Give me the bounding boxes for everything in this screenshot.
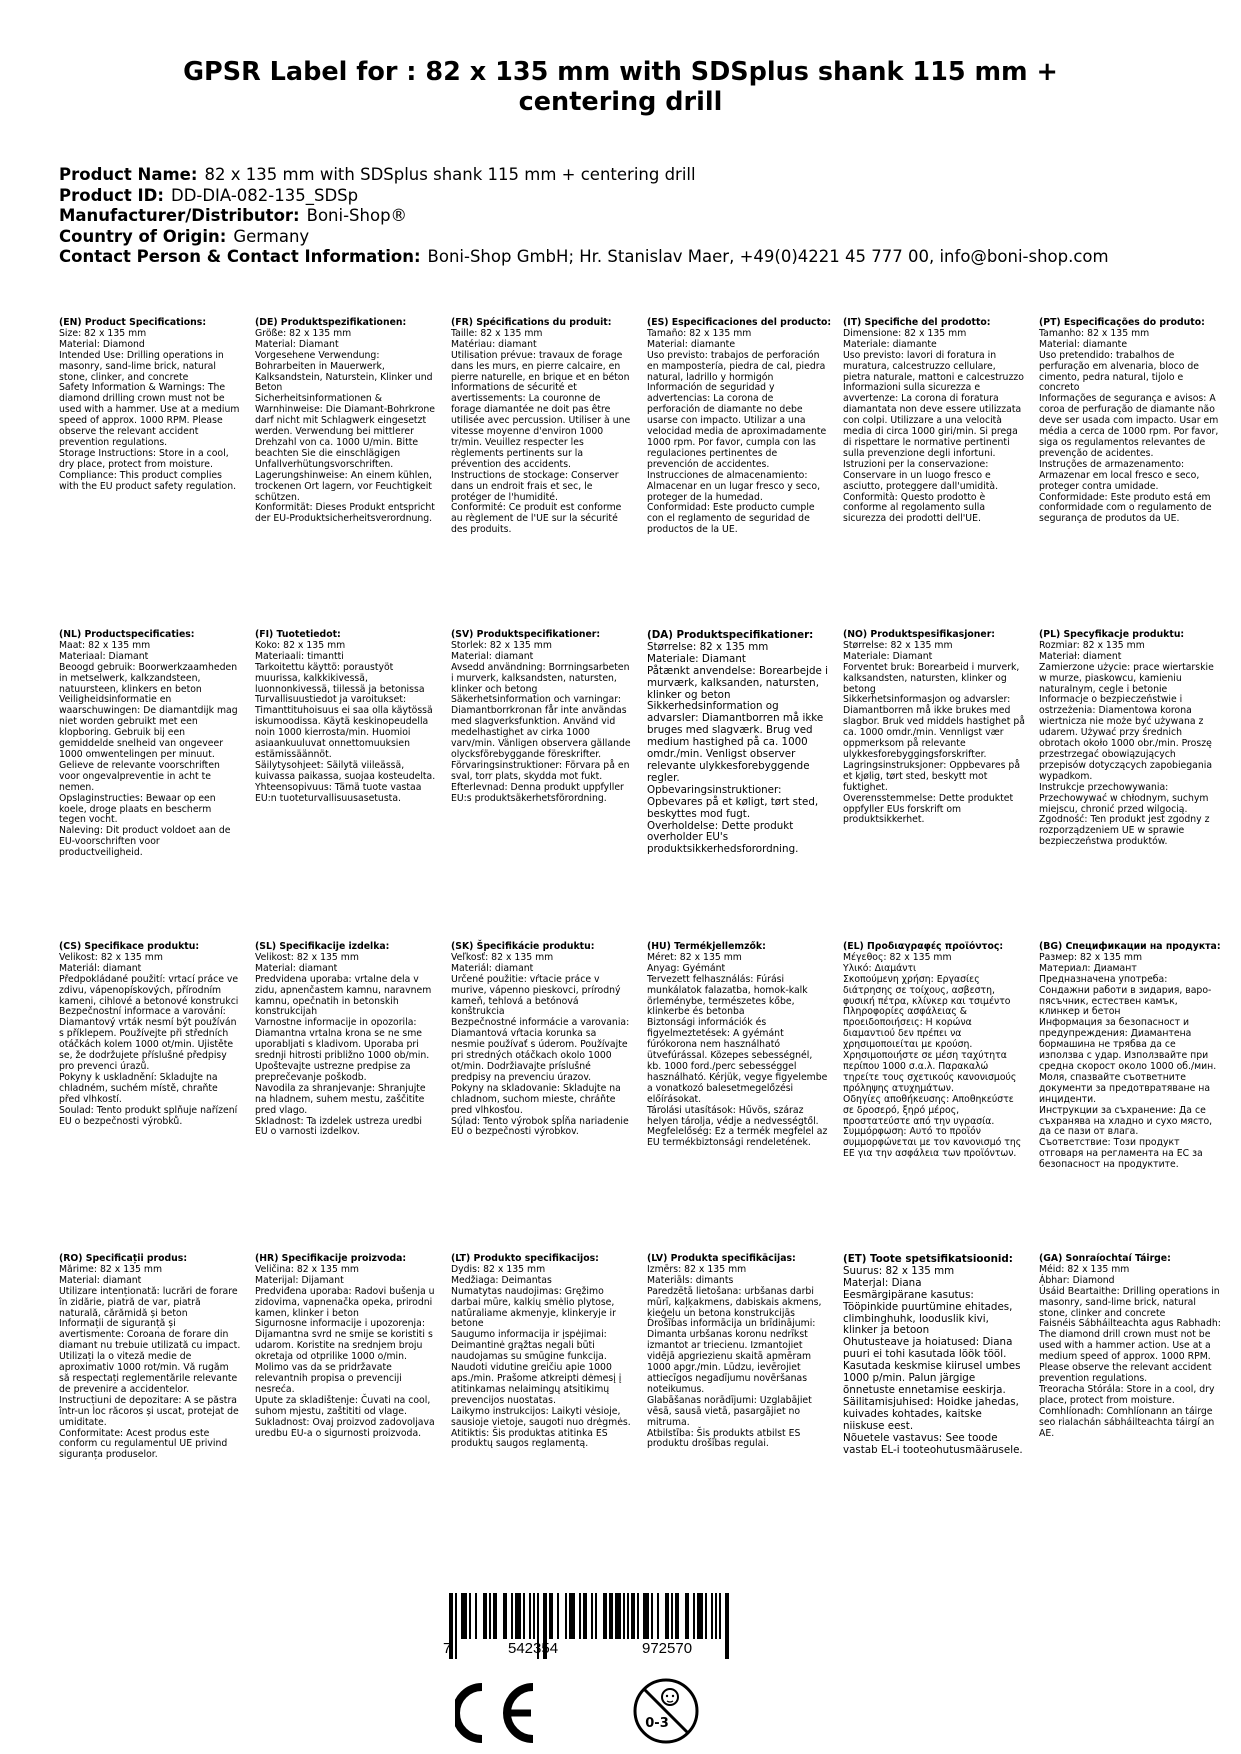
spec-block: [59, 942, 241, 1127]
spec-line: Izmērs: 82 x 135 mm: [647, 1263, 747, 1275]
spec-line: Storlek: 82 x 135 mm: [451, 639, 552, 651]
spec-line: Overholdelse: Dette produkt overholder EU's produktsikkerhedsforordning.: [647, 819, 799, 856]
spec-heading: (DA) Produktspecifikationer:: [647, 629, 814, 641]
spec-line: Ábhar: Diamond: [1039, 1274, 1115, 1286]
spec-block: [843, 630, 1025, 826]
spec-line: Инструкции за съхранение: Да се съхранява на хладно и сухо място, да се пази от влага.: [1039, 1104, 1213, 1138]
spec-line: Størrelse: 82 x 135 mm: [647, 640, 769, 653]
spec-line: Veličina: 82 x 135 mm: [255, 1263, 359, 1275]
spec-line: Turvallisuustiedot ja varoitukset: Timanttituhoisuus ei saa olla käytössä iskumoodissa. Käytä keskinopeudella noin 1000 kierrosta/min. Huomioi asiaankuuluvat onnettomuuksien estämissäännöt.: [255, 694, 433, 760]
spec-line: Storage Instructions: Store in a cool, dry place, protect from moisture.: [59, 447, 229, 470]
spec-line: Predviđena uporaba: Radovi bušenja u zidovima, vapnenačka opeka, prirodni kamen, klinker i beton: [255, 1285, 435, 1319]
spec-line: Tamanho: 82 x 135 mm: [1039, 327, 1150, 339]
info-value: Boni-Shop®: [306, 206, 408, 225]
spec-line: Materiał: diament: [1039, 650, 1122, 662]
spec-line: Suurus: 82 x 135 mm: [843, 1264, 955, 1277]
info-label: Country of Origin:: [59, 226, 227, 246]
spec-line: Materiāls: dimants: [647, 1274, 734, 1286]
spec-line: Vorgesehene Verwendung: Bohrarbeiten in Mauerwerk, Kalksandstein, Naturstein, Klinker und Beton: [255, 349, 433, 394]
spec-line: Materiál: diamant: [451, 962, 534, 974]
spec-line: Informacje o bezpieczeństwie i ostrzeżenia: Diamentowa korona wiertnicza nie może być używana z udarem. Używać przy średnich obrotach około 1000 obr./min. Proszę przestrzegać obowiązujących przepisów dotyczących zapobiegania wypadkom.: [1039, 694, 1213, 782]
spec-line: Förvaringsinstruktioner: Förvara på en sval, torr plats, skydda mot fukt.: [451, 759, 630, 782]
spec-line: Uso previsto: lavori di foratura in muratura, calcestruzzo cellulare, pietra naturale, mattoni e calcestruzzo: [843, 349, 1024, 383]
info-value: DD-DIA-082-135_SDSp: [170, 185, 359, 205]
barcode-first-digit: 7: [443, 1640, 452, 1657]
spec-line: Atitiktis: Šis produktas atitinka ES produktų saugos reglamentą.: [451, 1427, 608, 1450]
info-value: Germany: [233, 226, 310, 246]
spec-block: [59, 318, 241, 493]
spec-line: Uso previsto: trabajos de perforación en mampostería, piedra de cal, piedra natural, ladrillo y hormigón: [647, 349, 826, 383]
spec-line: Informations de sécurité et avertissements: La couronne de forage diamantée ne doit pas être utilisée avec percussion. Utiliser à une vitesse moyenne d'environ 1000 tr/min. Veuillez respecter les règlements pertinents sur la prévention des accidents.: [451, 382, 631, 470]
spec-line: Säilytysohjeet: Säilytä viileässä, kuivassa paikassa, suojaa kosteudelta.: [255, 759, 436, 782]
spec-line: Forventet bruk: Borearbeid i murverk, kalksandsten, natursten, klinker og betong: [843, 661, 1020, 695]
info-value: 82 x 135 mm with SDSplus shank 115 mm + centering drill: [204, 165, 696, 184]
spec-heading: (SL) Specifikacije izdelka:: [255, 941, 390, 952]
spec-line: Velikost: 82 x 135 mm: [59, 951, 163, 963]
spec-heading: (NL) Productspecificaties:: [59, 629, 195, 640]
spec-line: Säilitamisjuhised: Hoidke jahedas, kuivades kohtades, kaitske niiskuse eest.: [843, 1395, 1019, 1432]
info-label: Contact Person & Contact Information:: [59, 247, 421, 266]
spec-heading: (BG) Спецификации на продукта:: [1039, 941, 1221, 952]
spec-line: Sigurnosne informacije i upozorenja: Dijamantna svrd ne smije se koristiti s udarom. Koristite na srednjem broju okretaja od otprilike 1000 o/min. Molimo vas da se pridržavate relevantnih propisa o prevenciji nesreća.: [255, 1318, 433, 1395]
spec-block: [1039, 318, 1221, 525]
spec-heading: (IT) Specifiche del prodotto:: [843, 317, 991, 328]
spec-line: Navodila za shranjevanje: Shranjujte na hladnem, suhem mestu, zaščitite pred vlago.: [255, 1082, 426, 1116]
spec-line: Nõuetele vastavus: See toode vastab EL-i tooteohutusmäärusele.: [843, 1431, 1023, 1456]
spec-line: Größe: 82 x 135 mm: [255, 327, 352, 339]
spec-line: Materiale: Diamant: [843, 650, 933, 662]
info-value: Boni-Shop GmbH; Hr. Stanislav Maer, +49(0)4221 45 777 00, info@boni-shop.com: [427, 247, 1109, 266]
ce-mark-icon: [455, 1683, 541, 1743]
spec-line: Bezpečnostné informácie a varovania: Diamantová vŕtacia korunka sa nesmie používať s úderom. Používajte pri stredných otáčkach okolo 1000 ot/min. Dodržiavajte príslušné predpisy na prevenciu úrazov.: [451, 1017, 630, 1083]
spec-line: Lagringsinstruksjoner: Oppbevares på et kjølig, tørt sted, beskytt mot fuktighet.: [843, 759, 1021, 793]
spec-line: Οδηγίες αποθήκευσης: Αποθηκεύστε σε δροσερό, ξηρό μέρος, προστατεύστε από την υγρασία.: [843, 1093, 1014, 1127]
specifications-grid: [59, 0, 1239, 1560]
spec-line: Conformité: Ce produit est conforme au règlement de l'UE sur la sécurité des produits.: [451, 502, 622, 536]
spec-line: Instrukcje przechowywania: Przechowywać w chłodnym, suchym miejscu, chronić przed wilgocią.: [1039, 781, 1209, 815]
spec-line: Taille: 82 x 135 mm: [451, 327, 543, 339]
spec-line: Naleving: Dit product voldoet aan de EU-voorschriften voor productveiligheid.: [59, 825, 231, 859]
barcode-left-group: 542354: [508, 1640, 559, 1657]
spec-line: Matériau: diamant: [451, 338, 537, 350]
spec-line: Συμμόρφωση: Αυτό το προϊόν συμμορφώνεται με τον κανονισμό της ΕΕ για την ασφάλεια των προϊόντων.: [843, 1126, 1022, 1160]
spec-line: Avsedd användning: Borrningsarbeten i murverk, kalksandsten, natursten, klinker och betong: [451, 661, 630, 695]
spec-block: [843, 1254, 1025, 1456]
spec-line: Σκοπούμενη χρήση: Εργασίες διάτρησης σε τοίχους, ασβεστη, φυσική πέτρα, κλίνκερ και τσιμέντο: [843, 973, 1011, 1007]
spec-heading: (DE) Produktspezifikationen:: [255, 317, 407, 328]
spec-line: Påtænkt anvendelse: Borearbejde i murværk, kalksanden, natursten, klinker og beton: [647, 664, 828, 701]
spec-line: Conformidad: Este producto cumple con el reglamento de seguridad de productos de la UE.: [647, 502, 815, 536]
spec-block: [1039, 1254, 1221, 1439]
spec-line: Konformität: Dieses Produkt entspricht der EU-Produktsicherheitsverordnung.: [255, 502, 435, 525]
spec-block: [451, 630, 633, 805]
spec-line: Материал: Диамант: [1039, 962, 1137, 974]
spec-heading: (GA) Sonraíochtaí Táirge:: [1039, 1253, 1171, 1264]
spec-line: Faisnéis Sábháilteachta agus Rabhadh: The diamond drill crown must not be used with a hammer action. Use at a medium speed of approx. 1000 RPM. Please observe the relevant accident prevention regulations.: [1039, 1318, 1221, 1384]
spec-line: Určené použitie: vŕtacie práce v murive, vápenno pieskovci, prírodný kameň, tehlová a betónová konštrukcia: [451, 973, 621, 1018]
spec-line: Lagerungshinweise: An einem kühlen, trockenen Ort lagern, vor Feuchtigkeit schützen.: [255, 469, 432, 503]
spec-line: Предназначена употреба: Сондажни работи в зидария, варо-пясъчник, естествен камък, клинкер и бетон: [1039, 973, 1212, 1018]
spec-block: [59, 1254, 241, 1461]
spec-line: Размер: 82 x 135 mm: [1039, 951, 1143, 963]
spec-line: Varnostne informacije in opozorila: Diamantna vrtalna krona se ne sme uporabljati s kladivom. Uporaba pri srednji hitrosti približno 1000 ob/min. Upoštevajte ustrezne predpise za preprečevanje poškodb.: [255, 1017, 430, 1083]
info-label: Product Name:: [59, 165, 198, 184]
spec-heading: (HR) Specifikacije proizvoda:: [255, 1253, 407, 1264]
spec-line: Utilizare intenționată: lucrări de forare în zidărie, piatră de var, piatră naturală, cărămidă și beton: [59, 1285, 238, 1319]
spec-line: Safety Information & Warnings: The diamond drilling crown must not be used with a hammer. Use at a medium speed of approx. 1000 RPM. Please observe the relevant accident prevention regulations.: [59, 382, 240, 448]
spec-line: Uso pretendido: trabalhos de perfuração em alvenaria, bloco de cimento, pedra natural, tijolo e concreto: [1039, 349, 1199, 394]
spec-line: Sukladnost: Ovaj proizvod zadovoljava uredbu EU-a o sigurnosti proizvoda.: [255, 1416, 435, 1439]
spec-heading: (FR) Spécifications du produit:: [451, 317, 612, 328]
spec-line: Μέγεθος: 82 x 135 mm: [843, 951, 952, 963]
spec-heading: (PL) Specyfikacje produktu:: [1039, 629, 1185, 640]
spec-line: Comhlíonadh: Comhlíonann an táirge seo rialachán sábháilteachta táirgí an AE.: [1039, 1405, 1215, 1439]
spec-line: Maat: 82 x 135 mm: [59, 639, 151, 651]
spec-line: Material: diamante: [647, 338, 736, 350]
spec-line: Saugumo informacija ir įspėjimai: Deimantinė grąžtas negali būti naudojamas su smūgine funkcija. Naudoti vidutine greičiu apie 1000 aps./min. Prašome atkreipti dėmesį į atitinkamas nelaimingų atsitikimų prevencijos nuostatas.: [451, 1329, 622, 1406]
spec-line: Numatytas naudojimas: Gręžimo darbai mūre, kalkių smėlio plytose, natūraliame akmenyje, klinkeryje ir betone: [451, 1285, 616, 1330]
age-warning-icon: [632, 1677, 700, 1745]
spec-line: Méret: 82 x 135 mm: [647, 951, 742, 963]
spec-heading: (FI) Tuotetiedot:: [255, 629, 341, 640]
page-title: GPSR Label for : 82 x 135 mm with SDSplus shank 115 mm + centering drill: [183, 57, 1058, 117]
spec-line: Tervezett felhasználás: Fúrási munkálatok falazatba, homok-kalk örleménybe, természetes kőbe, klinkerbe és betonba: [647, 973, 808, 1018]
spec-line: Veiligheidsinformatie en waarschuwingen: De diamantdijk mag niet worden gebruikt met een klopboring. Gebruik bij een gemiddelde snelheid van ongeveer 1000 omwentelingen per minuut. Gelieve de relevante voorschriften voor ongevalpreventie in acht te nemen.: [59, 694, 238, 793]
spec-line: Información de seguridad y advertencias: La corona de perforación de diamante no debe usarse con impacto. Utilizar a una velocidad media de aproximadamente 1000 rpm. Por favor, cumpla con las regulaciones pertinentes de prevención de accidentes.: [647, 382, 827, 470]
spec-heading: (NO) Produktspesifikasjoner:: [843, 629, 996, 640]
spec-block: [843, 942, 1025, 1160]
spec-line: Material: diamant: [255, 962, 338, 974]
spec-heading: (PT) Especificações do produto:: [1039, 317, 1205, 328]
spec-line: Tamaño: 82 x 135 mm: [647, 327, 752, 339]
spec-line: Съответствие: Този продукт отговаря на регламента на ЕС за безопасност на продуктите.: [1039, 1137, 1203, 1171]
spec-line: Material: Diamant: [255, 338, 339, 350]
spec-block: [255, 942, 437, 1138]
age-warning-text: 0-3: [645, 1716, 669, 1731]
spec-block: [255, 1254, 437, 1439]
spec-line: Opslaginstructies: Bewaar op een koele, droge plaats en bescherm tegen vocht.: [59, 792, 216, 826]
spec-line: Úsáid Beartaithe: Drilling operations in masonry, sand-lime brick, natural stone, clinker and concrete: [1039, 1285, 1220, 1319]
spec-block: [843, 318, 1025, 525]
spec-line: Súlad: Tento výrobok spĺňa nariadenie EÚ o bezpečnosti výrobkov.: [451, 1115, 629, 1138]
spec-line: Materiaali: timantti: [255, 650, 344, 662]
spec-heading: (HU) Termékjellemzők:: [647, 941, 766, 952]
spec-heading: (ES) Especificaciones del producto:: [647, 317, 832, 328]
spec-line: Materiale: Diamant: [647, 652, 746, 665]
spec-line: Paredzētā lietošana: urbšanas darbi mūrī, kaļķakmens, dabiskais akmens, ķieģeļu un betona konstrukcijās: [647, 1285, 822, 1319]
spec-line: Material: diamant: [451, 650, 534, 662]
spec-line: Conformitate: Acest produs este conform cu regulamentul UE privind siguranța produselor.: [59, 1427, 228, 1461]
spec-heading: (SK) Špecifikácie produktu:: [451, 941, 595, 952]
spec-line: Velikost: 82 x 135 mm: [255, 951, 359, 963]
spec-line: Material: Diamond: [59, 338, 145, 350]
spec-line: Sicherheitsinformationen & Warnhinweise: Die Diamant-Bohrkrone darf nicht mit Schlagwerk eingesetzt werden. Verwendung bei mittlerer Drehzahl von ca. 1000 U/min. Bitte beachten Sie die einschlägigen Unfallverhütungsvorschriften.: [255, 393, 436, 470]
spec-line: Istruzioni per la conservazione: Conservare in un luogo fresco e asciutto, proteggere dall'umidità.: [843, 458, 999, 492]
spec-line: Treoracha Stórála: Store in a cool, dry place, protect from moisture.: [1039, 1383, 1215, 1406]
spec-line: Material: diamante: [1039, 338, 1128, 350]
spec-block: [59, 630, 241, 859]
spec-line: Skladnost: Ta izdelek ustreza uredbi EU o varnosti izdelkov.: [255, 1115, 423, 1138]
spec-line: Tárolási utasítások: Hűvös, száraz helyen tárolja, védje a nedvességtől.: [647, 1104, 819, 1127]
spec-line: Compliance: This product complies with the EU product safety regulation.: [59, 469, 237, 492]
spec-line: Anyag: Gyémánt: [647, 962, 726, 974]
spec-line: Conformità: Questo prodotto è conforme al regolamento sulla sicurezza dei prodotti dell'UE.: [843, 491, 986, 525]
spec-line: Instrucțiuni de depozitare: A se păstra într-un loc răcoros și uscat, protejat de umiditate.: [59, 1394, 239, 1428]
spec-line: Materiál: diamant: [59, 962, 142, 974]
spec-line: Πληροφορίες ασφάλειας & προειδοποιήσεις: Η κορώνα διαμαντιού δεν πρέπει να χρησιμοποιείται με κρούση. Χρησιμοποιήστε σε μέση ταχύτητα περίπου 1000 σ.α.λ. Παρακαλώ τηρείτε τους σχετικούς κανονισμούς πρόληψης ατυχημάτων.: [843, 1006, 1017, 1094]
spec-heading: (EL) Προδιαγραφές προϊόντος:: [843, 941, 1004, 952]
spec-line: Instructions de stockage: Conserver dans un endroit frais et sec, le protéger de l'humidité.: [451, 469, 619, 503]
spec-line: Méid: 82 x 135 mm: [1039, 1263, 1130, 1275]
spec-line: Ohutusteave ja hoiatused: Diana puuri ei tohi kasutada löök tööl. Kasutada keskmise kiirusel umbes 1000 p/min. Palun järgige õnnetuste ennetamise eeskirja.: [843, 1336, 1021, 1396]
spec-line: Efterlevnad: Denna produkt uppfyller EU:s produktsäkerhetsförordning.: [451, 781, 624, 804]
spec-line: Informazioni sulla sicurezza e avvertenze: La corona di foratura diamantata non deve essere utilizzata con colpi. Utilizzare a una velocità media di circa 1000 giri/min. Si prega di rispettare le normative pertinenti sulla prevenzione degli infortuni.: [843, 382, 1022, 459]
spec-heading: (EN) Product Specifications:: [59, 317, 207, 328]
spec-line: Materiaal: Diamant: [59, 650, 149, 662]
info-label: Product ID:: [59, 185, 164, 205]
spec-heading: (RO) Specificații produs:: [59, 1253, 188, 1264]
spec-line: Информация за безопасност и предупреждения: Диамантена бормашина не трябва да се използва с удар. Използвайте при средна скорост около 1000 об./мин. Моля, спазвайте съответните документи за предотвратяване на инциденти.: [1039, 1017, 1217, 1105]
spec-block: [647, 317, 832, 536]
spec-block: [647, 942, 829, 1149]
spec-line: Säkerhetsinformation och varningar: Diamantborrkronan får inte användas med slagverksfunktion. Använd vid medelhastighet av cirka 1000 varv/min. Vänligen observera gällande olycksförebyggande föreskrifter.: [451, 694, 631, 760]
spec-line: Beoogd gebruik: Boorwerkzaamheden in metselwerk, kalkzandsteen, natuursteen, klinkers en beton: [59, 661, 238, 695]
spec-line: Størrelse: 82 x 135 mm: [843, 639, 953, 651]
spec-line: Intended Use: Drilling operations in masonry, sand-lime brick, natural stone, clinker, and concrete: [59, 349, 224, 383]
spec-line: Tarkoitettu käyttö: poraustyöt muurissa, kalkkikivessä, luonnonkivessä, tiilessä ja betonissa: [255, 661, 425, 695]
spec-line: Atbilstība: Šis produkts atbilst ES produktu drošības regulai.: [647, 1427, 801, 1450]
spec-line: Utilisation prévue: travaux de forage dans les murs, en pierre calcaire, en pierre naturelle, en brique et en béton: [451, 349, 630, 383]
spec-line: Dimensione: 82 x 135 mm: [843, 327, 967, 339]
spec-block: [647, 630, 829, 856]
spec-line: Předpokládané použití: vrtací práce ve zdivu, vápenopískových, přírodním kameni, cihlové a betonové konstrukci: [59, 973, 239, 1007]
spec-block: [1039, 942, 1221, 1171]
spec-line: Υλικό: Διαμάντι: [843, 962, 917, 974]
spec-line: Pokyny k uskladnění: Skladujte na chladném, suchém místě, chraňte před vlhkostí.: [59, 1071, 218, 1105]
spec-block: [451, 942, 633, 1138]
spec-block: [255, 318, 437, 525]
spec-line: Medžiaga: Deimantas: [451, 1274, 552, 1286]
spec-block: [255, 630, 437, 805]
spec-heading: (LT) Produkto specifikacijos:: [451, 1253, 599, 1264]
spec-line: Laikymo instrukcijos: Laikyti vėsioje, sausioje vietoje, saugoti nuo drėgmės.: [451, 1405, 631, 1428]
spec-line: Eesmärgipärane kasutus: Tööpinkide puurtümine ehitades, climbinghuhk, looduslik kivi, klinker ja betoon: [843, 1288, 1013, 1337]
spec-heading: (LV) Produkta specifikācijas:: [647, 1253, 796, 1264]
spec-block: [451, 318, 633, 536]
spec-line: Instruções de armazenamento: Armazenar em local fresco e seco, proteger contra umidade.: [1039, 458, 1200, 492]
spec-line: Pokyny na skladovanie: Skladujte na chladnom, suchom mieste, chráňte pred vlhkosťou.: [451, 1082, 621, 1116]
spec-line: Materijal: Dijamant: [255, 1274, 344, 1286]
spec-line: Koko: 82 x 135 mm: [255, 639, 346, 651]
spec-line: Conformidade: Este produto está em conformidade com o regulamento de segurança de produtos da UE.: [1039, 491, 1212, 525]
spec-line: Sikkerhetsinformasjon og advarsler: Diamantborren må ikke brukes med slagbor. Bruk ved middels hastighet på ca. 1000 omdr./min. Vennligst vær oppmerksom på relevante ulykkesforebyggingsforskrifter.: [843, 694, 1025, 760]
spec-line: Megfelelőség: Ez a termék megfelel az EU termékbiztonsági rendeletének.: [647, 1126, 828, 1149]
spec-line: Soulad: Tento produkt splňuje nařízení EU o bezpečnosti výrobků.: [59, 1104, 238, 1127]
spec-line: Yhteensopivuus: Tämä tuote vastaa EU:n tuoteturvallisuusasetusta.: [255, 781, 422, 804]
spec-line: Materjal: Diana: [843, 1276, 922, 1289]
spec-line: Upute za skladištenje: Čuvati na cool, suhom mjestu, zaštititi od vlage.: [255, 1394, 431, 1417]
spec-heading: (CS) Specifikace produktu:: [59, 941, 200, 952]
spec-line: Predvidena uporaba: vrtalne dela v zidu, apnenčastem kamnu, naravnem kamnu, opečnatih in betonskih konstrukcijah: [255, 973, 432, 1018]
spec-line: Sikkerhedsinformation og advarsler: Diamantborren må ikke bruges med slagværk. Brug ved medium hastighed på ca. 1000 omdr./min. Venligst observer relevante ulykkesforebyggende regler.: [647, 700, 824, 784]
barcode: [439, 1593, 739, 1663]
spec-block: [647, 1254, 829, 1450]
spec-heading: (ET) Toote spetsifikatsioonid:: [843, 1253, 1013, 1265]
spec-block: [451, 1254, 633, 1450]
spec-line: Informações de segurança e avisos: A coroa de perfuração de diamante não deve ser usada com impacto. Usar em média a cerca de 1000 rpm. Por favor, siga os regulamentos relevantes de prevenção de acidentes.: [1039, 393, 1219, 459]
spec-line: Zamierzone użycie: prace wiertarskie w murze, piaskowcu, kamieniu naturalnym, cegle i betonie: [1039, 661, 1214, 695]
spec-line: Zgodność: Ten produkt jest zgodny z rozporządzeniem UE w sprawie bezpieczeństwa produktów.: [1039, 814, 1210, 848]
barcode-right-group: 972570: [642, 1640, 693, 1657]
spec-line: Glabāšanas norādījumi: Uzglabājiet vēsā, sausā vietā, pasargājiet no mitruma.: [647, 1394, 812, 1428]
spec-line: Veľkosť: 82 x 135 mm: [451, 951, 554, 963]
spec-block: [1039, 630, 1221, 848]
spec-line: Dydis: 82 x 135 mm: [451, 1263, 546, 1275]
spec-heading: (SV) Produktspecifikationer:: [451, 629, 601, 640]
spec-line: Mărime: 82 x 135 mm: [59, 1263, 163, 1275]
spec-line: Overensstemmelse: Dette produktet oppfyller EUs forskrift om produktsikkerhet.: [843, 792, 1014, 826]
spec-line: Bezpečnostní informace a varování: Diamantový vrták nesmí být používán s příklepem. Používejte při středních otáčkách kolem 1000 ot/min. Ujistěte se, že dodržujete příslušné předpisy pro prevenci úrazů.: [59, 1006, 237, 1072]
spec-line: Drošības informācija un brīdinājumi: Dimanta urbšanas koronu nedrīkst izmantot ar triecienu. Izmantojiet vidējā apgriezienu skaitā apmēram 1000 apgr./min. Lūdzu, ievērojiet attiecīgos negadījumu novēršanas noteikumus.: [647, 1318, 816, 1395]
spec-line: Size: 82 x 135 mm: [59, 327, 147, 339]
spec-line: Materiale: diamante: [843, 338, 937, 350]
spec-line: Biztonsági információk és figyelmeztetések: A gyémánt fúrókorona nem használható ütvefúrással. Közepes sebességnél, kb. 1000 ford./perc sebességgel használható. Kérjük, vegye figyelembe a vonatkozó balesetmegelőzési előírásokat.: [647, 1017, 828, 1105]
spec-line: Material: diamant: [59, 1274, 142, 1286]
spec-line: Opbevaringsinstruktioner: Opbevares på et køligt, tørt sted, beskyttes mod fugt.: [647, 783, 819, 820]
spec-line: Instrucciones de almacenamiento: Almacenar en un lugar fresco y seco, proteger de la humedad.: [647, 469, 821, 503]
info-label: Manufacturer/Distributor:: [59, 206, 300, 225]
spec-line: Informații de siguranță și avertismente: Coroana de forare din diamant nu trebuie utilizată cu impact. Utilizați la o viteză medie de aproximativ 1000 rot/min. Vă rugăm să respectați reglementările relevante de prevenire a accidentelor.: [59, 1318, 241, 1395]
spec-line: Rozmiar: 82 x 135 mm: [1039, 639, 1145, 651]
